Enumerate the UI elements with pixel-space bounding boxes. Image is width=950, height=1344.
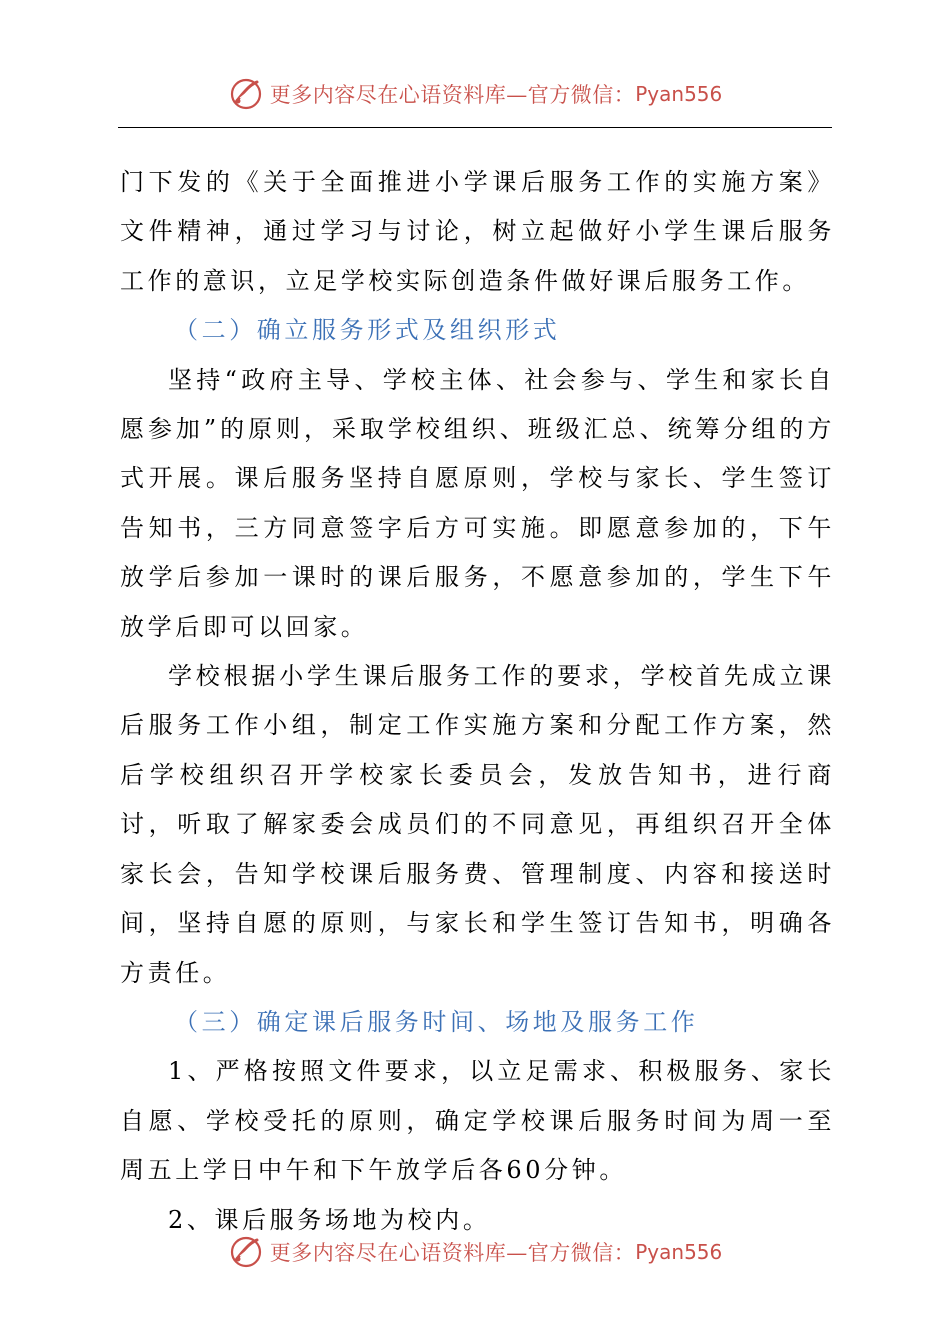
watermark-wechat-id: Pyan556: [635, 82, 723, 106]
watermark-text: 更多内容尽在心语资料库—官方微信：: [269, 83, 636, 107]
watermark-text: 更多内容尽在心语资料库—官方微信：: [269, 1241, 636, 1265]
paragraph-time: 1、严格按照文件要求，以立足需求、积极服务、家长自愿、学校受托的原则，确定学校课后服务时间为周一至周五上学日中午和下午放学后各60分钟。: [120, 1057, 835, 1185]
paragraph-venue: 2、课后服务场地为校内。: [168, 1205, 491, 1234]
header-divider: [118, 127, 832, 128]
paragraph-organization: 学校根据小学生课后服务工作的要求，学校首先成立课后服务工作小组，制定工作实施方案和分配工作方案，然后学校组织召开学校家长委员会，发放告知书，进行商讨，听取了解家委会成员们的不同意见，再组织召开全体家长会，告知学校课后服务费、管理制度、内容和接送时间，坚持自愿的原则，与家长和学生签订告知书，明确各方责任。: [120, 662, 835, 987]
brush-logo-icon: [228, 1234, 264, 1270]
section-heading-2: （二）确立服务形式及组织形式: [174, 316, 561, 345]
section-heading-3: （三）确定课后服务时间、场地及服务工作: [174, 1007, 699, 1036]
header-watermark: [0, 74, 950, 114]
footer-watermark: [0, 1232, 950, 1272]
paragraph-principles: 坚持“政府主导、学校主体、社会参与、学生和家长自愿参加”的原则，采取学校组织、班级汇总、统筹分组的方式开展。课后服务坚持自愿原则，学校与家长、学生签订告知书，三方同意签字后方可实施。即愿意参加的，下午放学后参加一课时的课后服务，不愿意参加的，学生下午放学后即可以回家。: [120, 365, 835, 641]
brush-logo-icon: [228, 76, 264, 112]
watermark-wechat-id: Pyan556: [635, 1240, 723, 1264]
paragraph-continued: 门下发的《关于全面推进小学课后服务工作的实施方案》文件精神，通过学习与讨论，树立起做好小学生课后服务工作的意识，立足学校实际创造条件做好课后服务工作。: [120, 168, 835, 295]
document-body: [120, 158, 835, 1245]
